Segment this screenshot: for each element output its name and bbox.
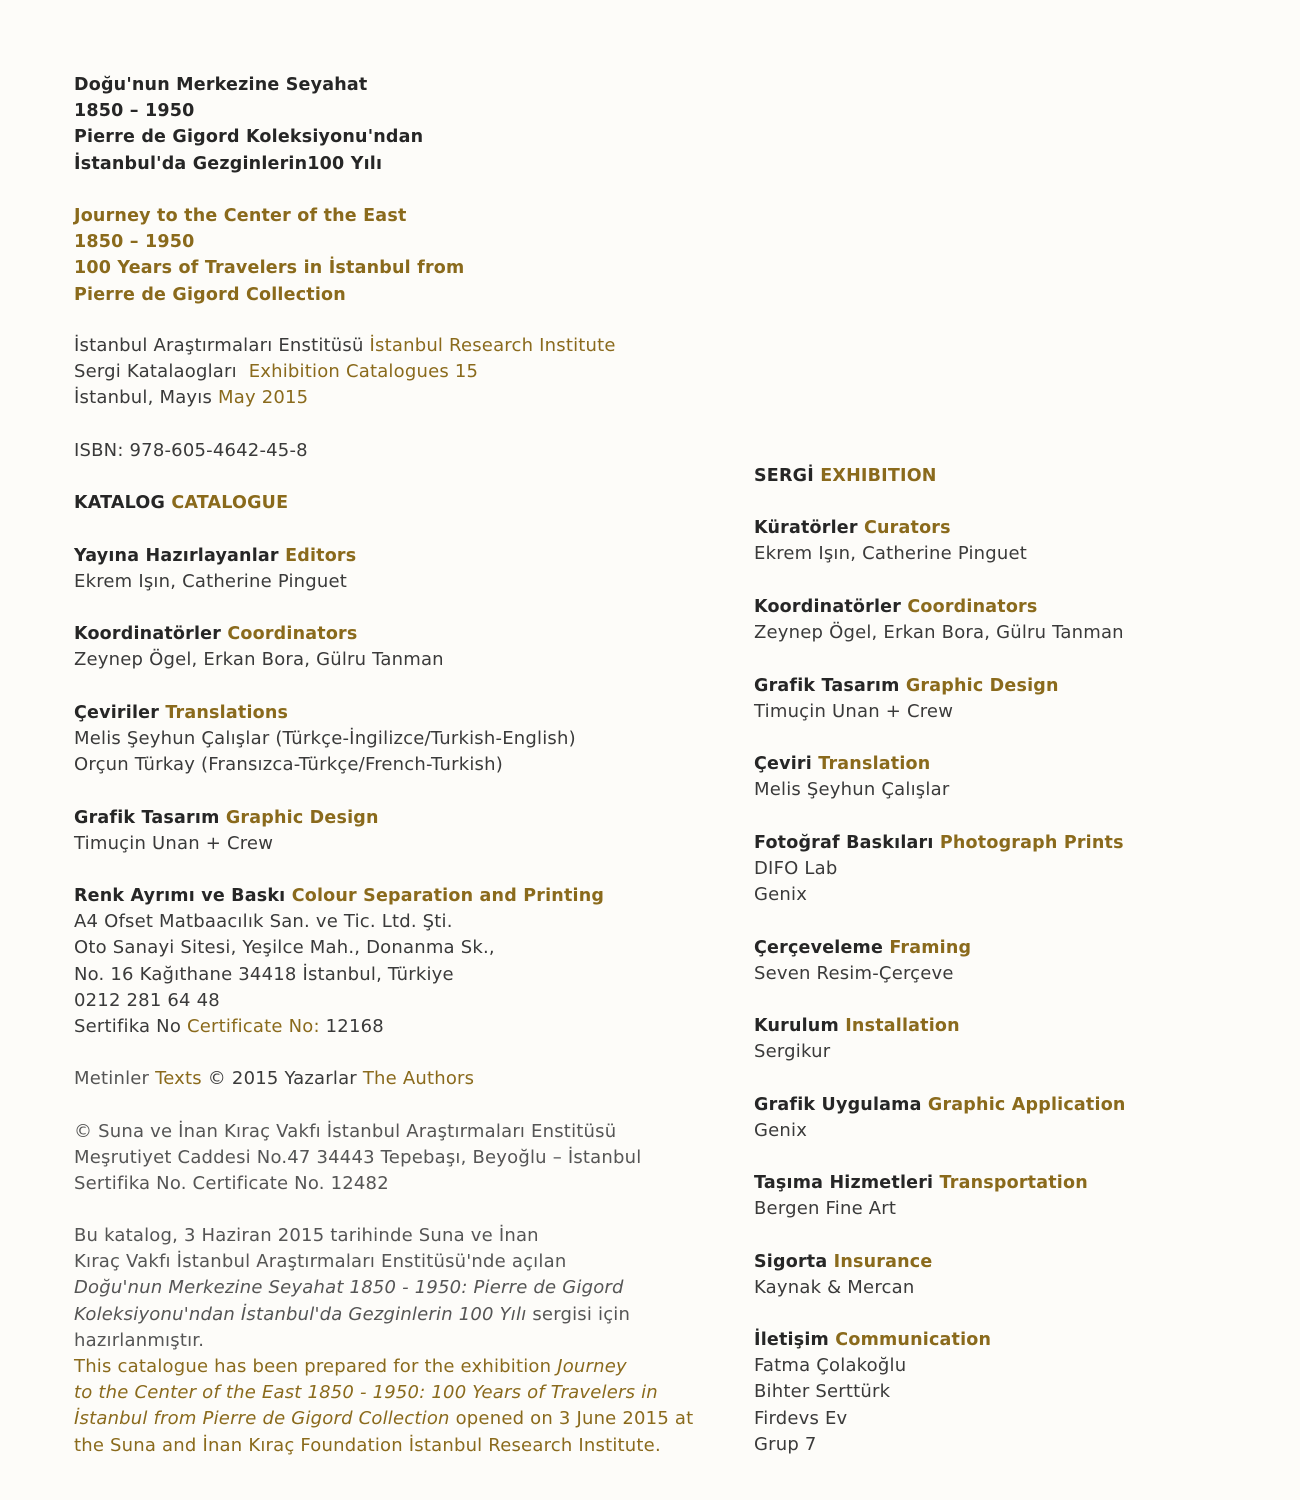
- credit-translation: [754, 751, 949, 803]
- note-en-text: opened on 3 June 2015 at: [449, 1408, 694, 1430]
- credit-tr: Grafik Tasarım: [754, 676, 900, 696]
- printing-heading: [74, 883, 604, 909]
- credit-value: Ekrem Işın, Catherine Pinguet: [754, 543, 1028, 565]
- date-tr: İstanbul, Mayıs: [74, 387, 213, 409]
- credit-en: Transportation: [939, 1173, 1088, 1193]
- credit-tr: Koordinatörler: [754, 597, 902, 617]
- graphic-design-block: [74, 805, 379, 857]
- editors-heading: [74, 543, 356, 569]
- publisher-series: [74, 359, 616, 385]
- note-tr-line: hazırlanmıştır.: [74, 1329, 205, 1351]
- credit-graphic-application: [754, 1092, 1126, 1144]
- credit-en: Framing: [889, 938, 972, 958]
- credit-heading: [754, 1327, 991, 1353]
- institute-tr: İstanbul Araştırmaları Enstitüsü: [74, 335, 364, 356]
- credit-value: Melis Şeyhun Çalışlar: [754, 779, 950, 801]
- cert-num: 12168: [325, 1015, 384, 1037]
- editors-block: [74, 543, 356, 595]
- tr-title-line: İstanbul'da Gezginlerin100 Yılı: [74, 153, 383, 174]
- credit-tr: Grafik Uygulama: [754, 1095, 922, 1115]
- credit-value: Fatma Çolakoğlu: [754, 1355, 907, 1377]
- note-tr-line: [74, 1275, 693, 1301]
- note-en-italic: İstanbul from Pierre de Gigord Collection: [74, 1408, 450, 1430]
- catalogue-heading-line: [74, 490, 288, 516]
- graphic-design-en: Graphic Design: [225, 808, 379, 828]
- exhibition-heading-line: [754, 463, 937, 489]
- series-tr: Sergi Katalaogları: [74, 361, 237, 383]
- translations-line: Melis Şeyhun Çalışlar (Türkçe-İngilizce/Turkish-English): [74, 728, 576, 750]
- credit-tr: Fotoğraf Baskıları: [754, 833, 934, 853]
- catalogue-tr: KATALOG: [74, 493, 166, 513]
- credit-value: DIFO Lab: [754, 858, 838, 880]
- copyright-line: Sertifika No. Certificate No. 12482: [74, 1173, 389, 1195]
- translations-heading: [74, 700, 576, 726]
- credit-photograph-prints: [754, 830, 1124, 909]
- credit-heading: [754, 751, 949, 777]
- credit-value: Kaynak & Mercan: [754, 1277, 915, 1299]
- credit-en: Communication: [835, 1330, 992, 1350]
- editors-en: Editors: [285, 546, 357, 566]
- credit-value: Zeynep Ögel, Erkan Bora, Gülru Tanman: [754, 622, 1124, 644]
- translations-line: Orçun Türkay (Fransızca-Türkçe/French-Turkish): [74, 754, 503, 776]
- printing-block: [74, 883, 604, 1040]
- coordinators-tr: Koordinatörler: [74, 624, 222, 644]
- credit-en: Photograph Prints: [939, 833, 1124, 853]
- note-tr-line: Bu katalog, 3 Haziran 2015 tarihinde Suna ve İnan: [74, 1225, 539, 1246]
- credit-value: Genix: [754, 1120, 808, 1142]
- credit-en: Curators: [863, 518, 951, 538]
- translations-tr: Çeviriler: [74, 703, 160, 723]
- tr-title-line: 1850 – 1950: [74, 101, 195, 122]
- credit-en: Insurance: [833, 1252, 933, 1272]
- note-en-italic: Journey: [557, 1355, 627, 1377]
- credit-tr: Küratörler: [754, 518, 858, 538]
- note-tr-text: sergisi için: [526, 1303, 631, 1325]
- translations-en: Translations: [165, 703, 289, 723]
- exhibition-tr: SERGİ: [754, 466, 814, 486]
- note-en-line: [74, 1380, 693, 1406]
- credit-heading: [754, 1092, 1126, 1118]
- credit-heading: [754, 594, 1124, 620]
- copyright-line: © Suna ve İnan Kıraç Vakfı İstanbul Araştırmaları Enstitüsü: [74, 1121, 617, 1142]
- credit-en: Installation: [845, 1016, 960, 1036]
- credit-communication: [754, 1327, 991, 1458]
- note-tr-italic: Koleksiyonu'ndan İstanbul'da Gezginlerin 100 Yılı: [74, 1303, 527, 1325]
- texts-credit-line: [74, 1066, 474, 1092]
- coordinators-block: [74, 621, 444, 673]
- note-en-italic: to the Center of the East 1850 - 1950: 100 Years of Travelers in: [74, 1382, 658, 1404]
- coordinators-value: Zeynep Ögel, Erkan Bora, Gülru Tanman: [74, 649, 444, 671]
- editors-value: Ekrem Işın, Catherine Pinguet: [74, 571, 348, 593]
- exhibition-en: EXHIBITION: [820, 466, 937, 486]
- english-title-block: [74, 203, 464, 308]
- credit-heading: [754, 673, 1059, 699]
- credit-tr: Çeviri: [754, 754, 812, 774]
- credit-en: Graphic Design: [905, 676, 1059, 696]
- editors-tr: Yayına Hazırlayanlar: [74, 546, 279, 566]
- credit-value: Seven Resim-Çerçeve: [754, 963, 954, 985]
- printing-tr: Renk Ayrımı ve Baskı: [74, 886, 286, 906]
- credit-graphic-design: [754, 673, 1059, 725]
- credit-value: Firdevs Ev: [754, 1407, 848, 1429]
- credit-curators: [754, 515, 1027, 567]
- catalogue-heading: [74, 490, 288, 516]
- tr-title-line: Pierre de Gigord Koleksiyonu'ndan: [74, 127, 424, 148]
- graphic-design-heading: [74, 805, 379, 831]
- institute-en: İstanbul Research Institute: [369, 335, 616, 356]
- credit-tr: Çerçeveleme: [754, 938, 884, 958]
- note-en-line: [74, 1354, 693, 1380]
- credit-value: Sergikur: [754, 1041, 831, 1063]
- note-tr-italic: Doğu'nun Merkezine Seyahat 1850 - 1950: Pierre de Gigord: [74, 1277, 624, 1299]
- credit-value: Bergen Fine Art: [754, 1198, 897, 1220]
- credit-heading: [754, 1170, 1088, 1196]
- coordinators-en: Coordinators: [227, 624, 358, 644]
- credit-tr: Taşıma Hizmetleri: [754, 1173, 934, 1193]
- isbn-block: [74, 438, 308, 464]
- series-en: Exhibition Catalogues 15: [248, 361, 479, 383]
- note-block: [74, 1223, 693, 1459]
- note-en-text: This catalogue has been prepared for the exhibition: [74, 1355, 558, 1377]
- en-title-line: 1850 – 1950: [74, 232, 195, 253]
- credit-en: Translation: [818, 754, 931, 774]
- credit-heading: [754, 935, 971, 961]
- date-en: May 2015: [217, 387, 309, 409]
- cert-en: Certificate No:: [186, 1015, 320, 1037]
- copyright-block: [74, 1119, 641, 1198]
- note-en-line: [74, 1406, 693, 1432]
- credit-heading: [754, 1013, 960, 1039]
- catalogue-en: CATALOGUE: [171, 493, 289, 513]
- credit-value: Genix: [754, 884, 808, 906]
- credit-tr: Kurulum: [754, 1016, 839, 1036]
- credit-en: Coordinators: [907, 597, 1038, 617]
- en-title-line: 100 Years of Travelers in İstanbul from: [74, 258, 465, 279]
- credit-en: Graphic Application: [927, 1095, 1126, 1115]
- credit-heading: [754, 515, 1027, 541]
- note-en-line: the Suna and İnan Kıraç Foundation İstanbul Research Institute.: [74, 1434, 661, 1456]
- publisher-block: [74, 333, 616, 412]
- credit-value: Bihter Serttürk: [754, 1381, 891, 1403]
- isbn: ISBN: 978-605-4642-45-8: [74, 440, 308, 461]
- note-tr-line: [74, 1302, 693, 1328]
- en-title-line: Pierre de Gigord Collection: [74, 284, 346, 305]
- credit-framing: [754, 935, 971, 987]
- texts-authors-en: The Authors: [362, 1068, 475, 1089]
- graphic-design-tr: Grafik Tasarım: [74, 808, 220, 828]
- credit-installation: [754, 1013, 960, 1065]
- printing-en: Colour Separation and Printing: [291, 886, 605, 906]
- texts-en: Texts: [155, 1068, 202, 1089]
- note-tr-line: Kıraç Vakfı İstanbul Araştırmaları Enstitüsü'nde açılan: [74, 1251, 567, 1273]
- printing-line: Oto Sanayi Sitesi, Yeşilce Mah., Donanma Sk.,: [74, 937, 495, 959]
- texts-tr: Metinler: [74, 1068, 150, 1089]
- credit-heading: [754, 1249, 932, 1275]
- credit-coordinators: [754, 594, 1124, 646]
- printing-line: A4 Ofset Matbaacılık San. ve Tic. Ltd. Şti.: [74, 911, 453, 933]
- copyright-line: Meşrutiyet Caddesi No.47 34443 Tepebaşı, Beyoğlu – İstanbul: [74, 1147, 642, 1169]
- printing-certificate: [74, 1014, 604, 1040]
- publisher-date: [74, 385, 616, 411]
- texts-credit: [74, 1066, 474, 1092]
- cert-tr: Sertifika No: [74, 1015, 182, 1037]
- en-title-line: Journey to the Center of the East: [74, 206, 407, 226]
- credit-tr: Sigorta: [754, 1252, 828, 1272]
- credit-transportation: [754, 1170, 1088, 1222]
- credit-heading: [754, 830, 1124, 856]
- coordinators-heading: [74, 621, 444, 647]
- texts-copyright: © 2015 Yazarlar: [207, 1068, 357, 1089]
- tr-title-line: Doğu'nun Merkezine Seyahat: [74, 75, 368, 95]
- publisher-institute: [74, 333, 616, 359]
- printing-line: 0212 281 64 48: [74, 989, 220, 1011]
- credit-tr: İletişim: [754, 1330, 829, 1350]
- turkish-title-block: [74, 72, 423, 177]
- credit-value: Timuçin Unan + Crew: [754, 701, 954, 723]
- printing-line: No. 16 Kağıthane 34418 İstanbul, Türkiye: [74, 963, 454, 985]
- translations-block: [74, 700, 576, 779]
- graphic-design-value: Timuçin Unan + Crew: [74, 833, 274, 855]
- credit-value: Grup 7: [754, 1433, 817, 1455]
- exhibition-heading: [754, 463, 937, 489]
- credit-insurance: [754, 1249, 932, 1301]
